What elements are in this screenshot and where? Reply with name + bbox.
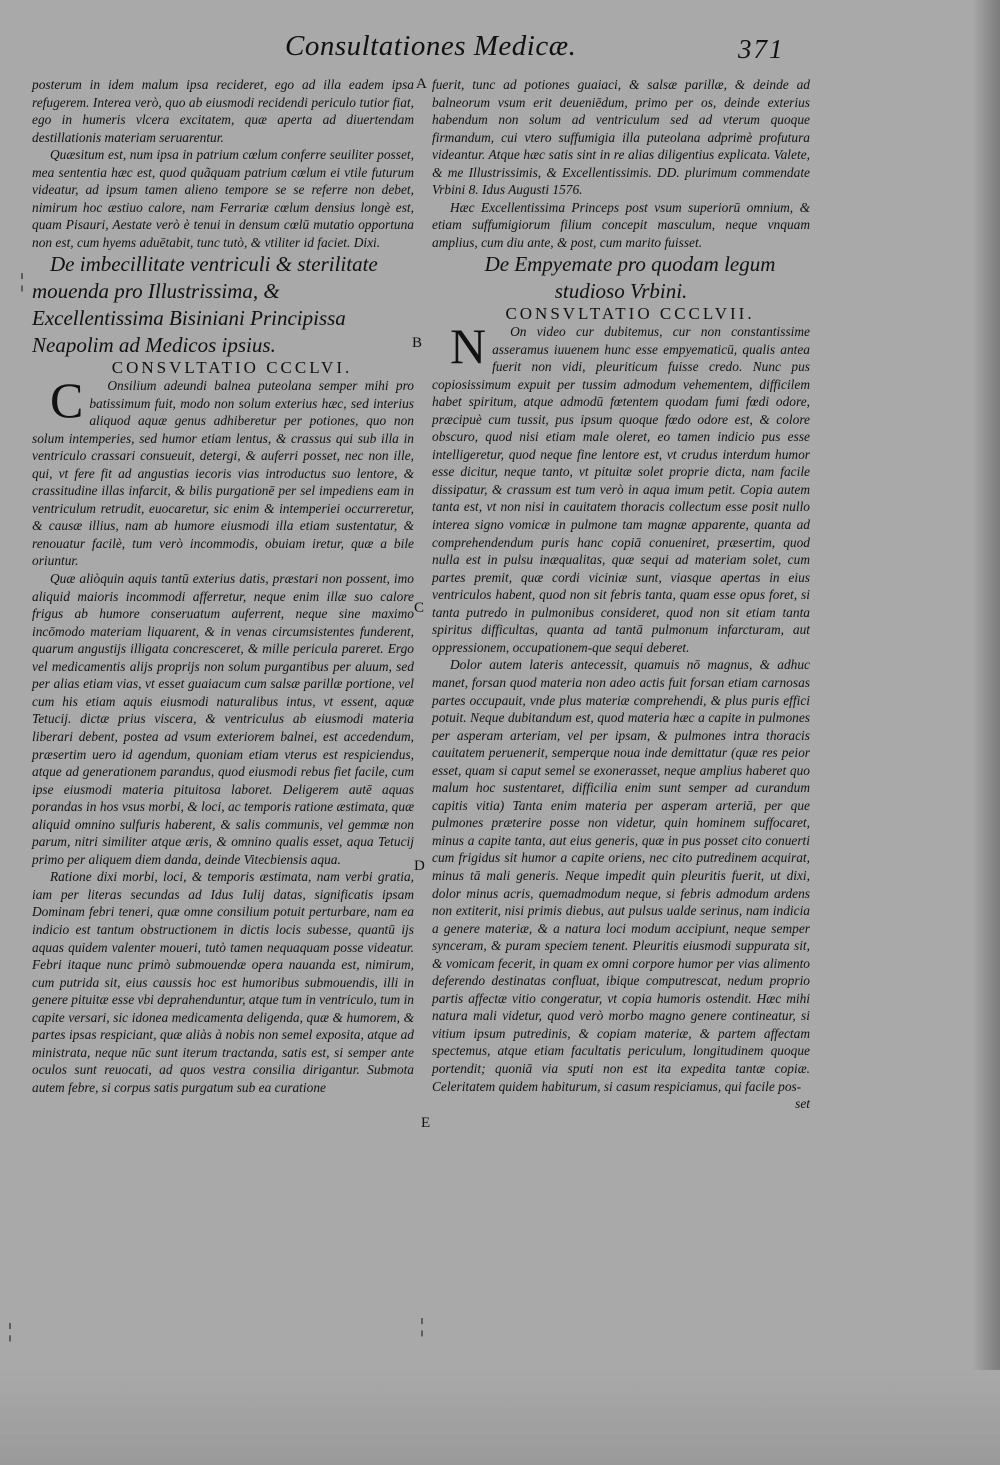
consultation-357-first-text: On video cur dubitemus, cur non constantissime asseramus iuuenem hunc esse empyematicū, qualis antea fuerit non vidi, pleuriticum fuisse credo. Nunc pus copiosissimum expuit per tussim admodum vehementem, difficilem habet spiritum, atque admodū fœtentem quodam fumi fœdi odore, præcipuè cum tussit, pus ipsum quoque fœdo odore est, & colore obscuro, quod nisi etiam male oleret, eo tamen indicio pus esse intelligeretur, quod neque fine lentore est, vt crudus interdum humor esse dicitur, neque tanto, vt pituitæ solet proprie dicta, nam facile dissipatur, & crassum est tum verò in aqua imum petit. Copia autem tanta est, vt non nisi in cauitatem thoracis collectum esse posit nullo interea signo vomicæ in pulmone tam magnæ apparente, quanta ad comprehendendum puris hanc copiā conueniret, præsertim, quod nulla est in pulsu inæqualitas, quæ sequi ad materiam solet, cum partes premit, quæ cordi viciniæ sunt, viasque apertas in eius ventriculos habent, quod non sit febris tanta, quam esse opus foret, si tanta putredo in pulmonibus consideret, quod non sit etiam tanta spiritus difficultas, quanta ad tantā pulmonum infarcturam, aut oppressionem, occupationem-que sequi deberet.	[432, 324, 810, 655]
consultation-356-title: CONSVLTATIO CCCLVI.	[111, 358, 353, 378]
consultation-356-paragraph-3: Ratione dixi morbi, loci, & temporis æstimata, nam verbi gratia, iam per literas secundas ad Idus Iulij datas, significatis ipsam Dominam febri teneri, quæ omne consilium potuit perturbare, nam ea indicio est tantum obstructionem in dictis locis subesse, quantū ijs aquas quidem valenter moueri, tutò tamen nequaquam posse videatur. Febri itaque nunc primò submouendæ opera nauanda est, nimirum, cum putrida sit, eius caussis hoc est humoribus submouendis, illi in genere pituitæ esse vbi deprahenduntur, atque tum in ventriculo, tum in capite versari, sic idonea medicamenta deligenda, quæ & humorem, & partes ipsas respiciant, quæ aliàs à nobis non semel exposita, atque ad ministrata, neque nūc sunt iterum tractanda, satis est, si semper ante oculos sunt reuocati, ad quos vestra consilia dirigantur. Submota autem febre, si corpus satis purgatum sub ea curatione	[32, 869, 414, 1095]
running-title: Consultationes Medicæ.	[285, 30, 577, 62]
consultation-357-heading: De Empyemate pro quodam legum studioso Vrbini.	[484, 252, 776, 304]
consultation-356-heading: De imbecillitate ventriculi & sterilitate mouenda pro Illustrissima, & Excellentissima Bisiniani Principissa Neapolim ad Medicos ipsius.	[32, 252, 378, 358]
margin-letter-c: C	[414, 600, 425, 616]
right-intro-paragraph-2: Hæc Excellentissima Princeps post vsum superiorū omnium, & etiam suffumigiorum filium concepit masculum, neque vnquam amplius, cum diu ante, & post, cum marito fuisset.	[432, 199, 810, 250]
drop-cap-initial: C	[50, 372, 84, 429]
consultation-357-paragraph-2: Dolor autem lateris antecessit, quamuis nō magnus, & adhuc manet, forsan quod materia non adeo actis fuit forsan etiam carnosas partes occupauit, vnde plus materiæ comprehendi, & plus puris effici potuit. Neque dubitandum est, quod materia hæc a capite in pulmones per asperam arteriam, vel per ipsam, & pulmones intra thoracis cauitatem peruenerit, semperque noua inde demittatur (quæ res peior esset, quam si caput semel se exonerasset, neque amplius haberet quo malum hoc sustentaret, difficilia enim sunt semper ad curandum capitis vitia) Tanta enim materia per asperam arteriā, per que pulmones præterire posse non videtur, quin hominem suffocaret, minus a capite tanta, aut eius generis, quæ in pus posset cito conuerti cum frigidus sit humor a capite oriens, nec cito putredinem acquirat, minus tā mali generis. Neque impedit quin pleuritis fuerit, ut dixi, dolor minus acris, quemadmodum neque, si febris admodum ardens non extiterit, nisi primis diebus, aut pulsus ualde serinus, nam indicia a genere materiæ, & a natura loci modum accipiunt, neque semper synceram, & puram speciem tenent. Pleuritis eiusmodi suppurata sit, & vomicam fecerit, in quam ex omni corpore humor per vias alimento deferendo destinatas confluat, ibique computrescat, nedum proprio partis affectæ vitio congeratur, vt copia humoris ostendit. Hæc mihi natura mali videtur, quod verò morbo magno genere contineatur, si vitium ipsum putredinis, & copiam materiæ, & partem affectam spectemus, atque etiam facultatis periculum, longitudinem quoque portendit; quoniā via sputi non est ita expedita tantæ copiæ. Celeritatem quidem habiturum, si casum respiciamus, qui facile pos-	[432, 657, 810, 1094]
page-number: 371	[738, 34, 785, 64]
margin-mark: ¦	[20, 270, 25, 292]
page-edge-shadow	[972, 0, 1000, 1465]
margin-letter-b: B	[412, 335, 423, 351]
margin-letter-d: D	[414, 858, 425, 874]
consultation-356-first-text: Onsilium adeundi balnea puteolana semper mihi pro batissimum fuit, modo non solum exterius hæc, sed interius aliquod aquæ genus adhiberetur per potiones, quo non solum intemperies, sed humor etiam lentus, & crassus qui sub illa in ventriculo crassari consueuit, detergi, & auferri posset, nec non ille, qui, vt fere fit ad angustias iecoris vias introductus suo lentore, & crassitudine illas infarcit, & bilis purgationē per sel impediens eam in ventriculum retrudit, euocaretur, sic enim & intemperiei occurreretur, & causæ illius, nam ab humore eiusmodi illa etiam sustentatur, & renouatur facilè, tum verò incommodis, obuiam iretur, quæ a bile oriuntur.	[32, 378, 414, 569]
margin-letter-a: A	[416, 76, 427, 92]
left-intro-paragraph-2: Quæsitum est, num ipsa in patrium cœlum conferre seuiliter posset, mea sententia hæc est, quod quãquam patrium cœlum ei vtile futurum videatur, ad ipsum tamen alieno tempore se se referre non debet, nimirum hoc æstiuo calore, nam Ferrariæ cœlum densius longè est, quam Pisauri, Aestate verò è tenui in densum cœlū mutatio opportuna non est, cum hyems aduētabit, tunc tutò, & vtiliter id faciet. Dixi.	[32, 147, 414, 250]
page-bottom-margin	[0, 1370, 1000, 1465]
margin-mark: ¦	[8, 1320, 13, 1342]
left-column	[32, 76, 414, 1096]
consultation-357-first-paragraph	[432, 318, 810, 656]
right-intro-paragraph-1: fuerit, tunc ad potiones guaiaci, & salsæ parillæ, & deinde ad balneorum vsum erit deueniēdum, primo per os, deinde exterius habendum non solum ad ventriculum sed ad vterum quoque firmandum, cui vtero suffumigia illa puteolana adprimè profutura videantur. Atque hæc satis sint in re alias diligentius explicata. Valete, & me Illustrissimis, & Excellentissimis. DD. plurimum commendate Vrbini 8. Idus Augusti 1576.	[432, 77, 810, 198]
margin-letter-e: E	[421, 1115, 431, 1131]
left-intro-paragraph-1: posterum in idem malum ipsa recideret, ego ad illa eadem ipsa refugerem. Interea verò, quo ab eiusmodi recidendi periculo tutior fiat, ego in humeris vlcera excitatem, quæ aperta ad diuertendam destillationis materiam seruarentur.	[32, 77, 414, 145]
right-column	[432, 76, 810, 1113]
consultation-356-paragraph-2: Quæ aliòquin aquis tantū exterius datis, præstari non possent, imo aliquid maioris incommodi afferretur, neque enim illæ suo calore frigus ab humore conseruatum auferrent, neque sine maximo incōmodo materiam liquarent, & in venas circumsistentes funderent, quarum angustijs illigata concresceret, & mille pericula pareret. Ergo vel medicamentis alijs proprijs non solum purgantibus per aluum, sed per alias etiam vias, vt esset guaiacum cum salsæ parillæ portione, vel cum his etiam aquis eiusmodi naturalibus intus, vt essent, aquæ Tetucij. dictæ prius viscera, & ventriculus ab eiusmodi materia liberari debent, postea ad vsum exteriorem balnei, est accedendum, præsertim uero id agendum, quoniam etiam vterus est respiciendus, atque ad generationem parandus, quod eiusmodi rebus fiet facile, cum ipse eiusmodi materia pituitosa laboret. Deligerem autē aquas porandas in hos vsus morbi, & loci, ac temporis ratione æstimata, quæ aliquid omnino sulfuris haberent, & salis communis, vel gemmæ non parum, nitri similiter atque æris, & omnino qualis esset, aqua Tetucij primo per aliquem diem danda, deinde Vitecbiensis aqua.	[32, 571, 414, 867]
catchword: set	[795, 1096, 810, 1112]
consultation-357-title: CONSVLTATIO CCCLVII.	[505, 304, 755, 324]
consultation-356-first-paragraph	[32, 372, 414, 570]
margin-mark: ¦	[420, 1315, 425, 1337]
drop-cap-initial: N	[450, 318, 487, 375]
